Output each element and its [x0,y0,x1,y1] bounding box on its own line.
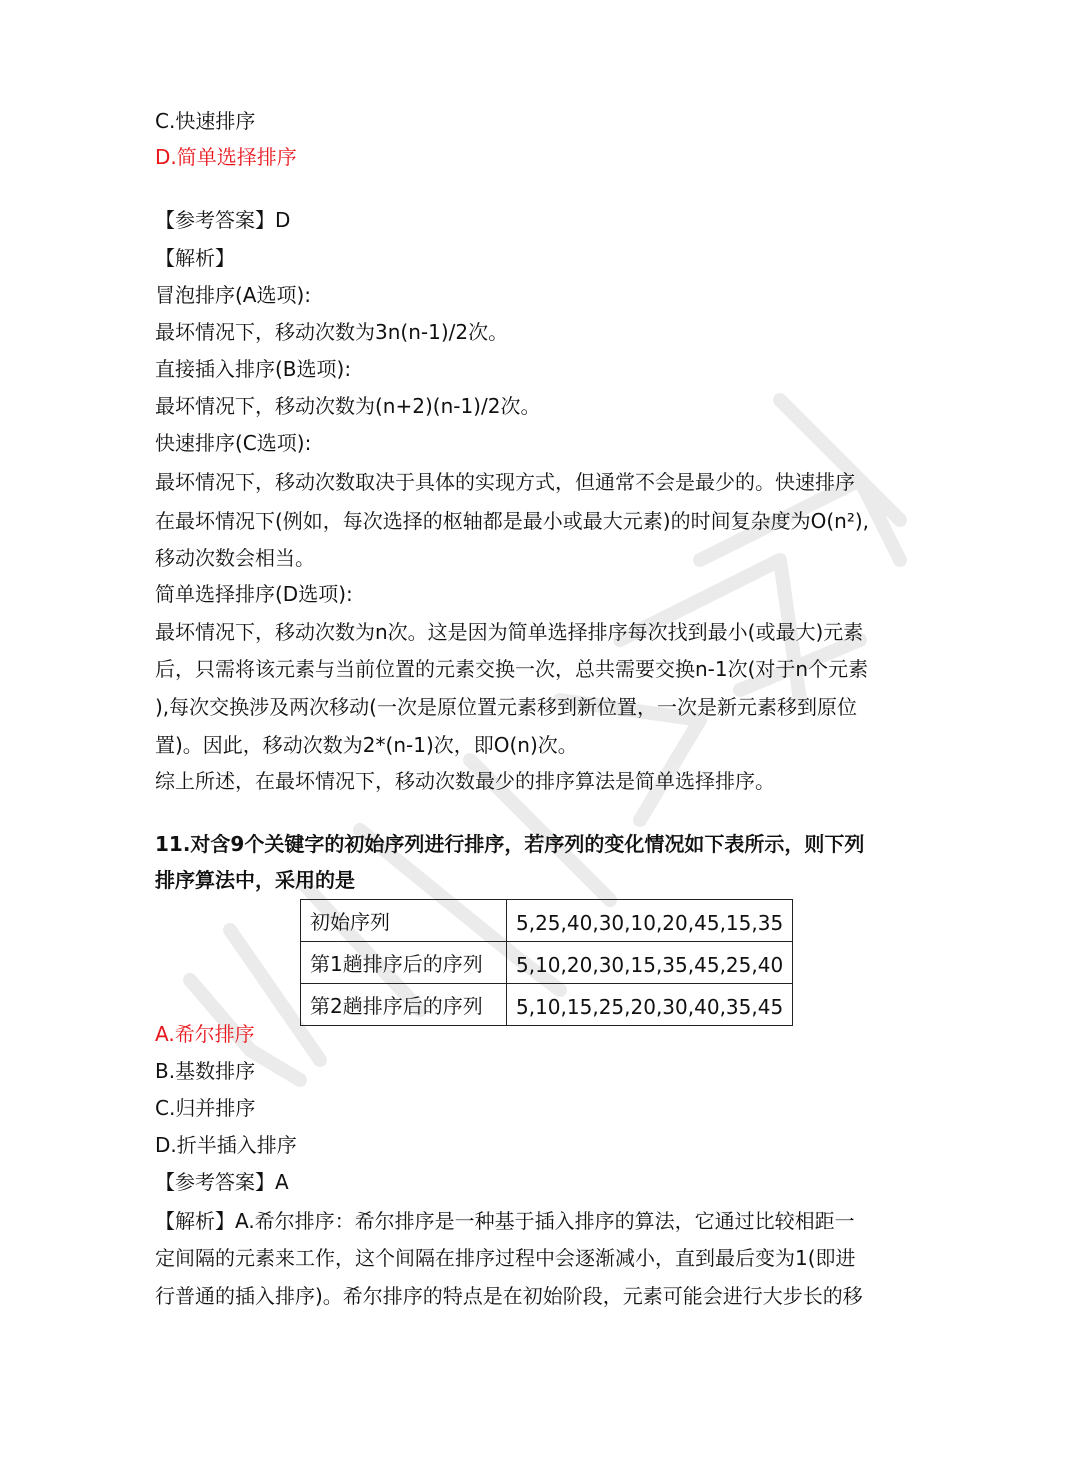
q10-analysis-line: 最坏情况下，移动次数为n次。这是因为简单选择排序每次找到最小(或最大)元素 [155,620,864,644]
q10-analysis-line: 在最坏情况下(例如，每次选择的枢轴都是最小或最大元素)的时间复杂度为O(n²), [155,509,870,533]
table-cell-label: 第1趟排序后的序列 [301,942,507,984]
q10-analysis-line: 快速排序(C选项): [155,431,312,455]
q10-analysis-line: 最坏情况下，移动次数为(n+2)(n-1)/2次。 [155,394,541,418]
q10-analysis-line: 最坏情况下，移动次数为3n(n-1)/2次。 [155,320,509,344]
table-row [301,984,793,1026]
q11-answer: 【参考答案】A [155,1170,289,1194]
sequence-table [300,899,793,1026]
table-cell-value: 5,10,20,30,15,35,45,25,40 [507,942,793,984]
q11-option-a-correct: A.希尔排序 [155,1022,255,1046]
q11-option-b: B.基数排序 [155,1059,256,1083]
option-d-selection-sort-correct: D.简单选择排序 [155,145,297,169]
q11-option-c: C.归并排序 [155,1096,256,1120]
q10-analysis-heading: 【解析】 [155,246,235,270]
q11-title-line2: 排序算法中，采用的是 [155,868,355,892]
q10-analysis-line: 综上所述，在最坏情况下，移动次数最少的排序算法是简单选择排序。 [155,769,775,793]
q11-option-d: D.折半插入排序 [155,1133,297,1157]
q11-analysis-line: 定间隔的元素来工作，这个间隔在排序过程中会逐渐减小，直到最后变为1(即进 [155,1246,856,1270]
q10-analysis-line: 最坏情况下，移动次数取决于具体的实现方式，但通常不会是最少的。快速排序 [155,470,855,494]
q11-analysis-line: 行普通的插入排序)。希尔排序的特点是在初始阶段，元素可能会进行大步长的移 [155,1284,863,1308]
q10-analysis-line: 简单选择排序(D选项): [155,582,353,606]
table-cell-label: 初始序列 [301,900,507,942]
q10-answer: 【参考答案】D [155,208,291,232]
q10-analysis-line: ),每次交换涉及两次移动(一次是原位置元素移到新位置，一次是新元素移到原位 [155,695,857,719]
q11-analysis-line: 【解析】A.希尔排序：希尔排序是一种基于插入排序的算法，它通过比较相距一 [155,1209,855,1233]
q10-analysis-line: 冒泡排序(A选项): [155,283,312,307]
table-row [301,942,793,984]
table-cell-label: 第2趟排序后的序列 [301,984,507,1026]
table-row [301,900,793,942]
option-c-quick-sort: C.快速排序 [155,109,256,133]
q10-analysis-line: 移动次数会相当。 [155,546,315,570]
table-cell-value: 5,25,40,30,10,20,45,15,35 [507,900,793,942]
q10-analysis-line: 后，只需将该元素与当前位置的元素交换一次，总共需要交换n-1次(对于n个元素 [155,657,869,681]
table-cell-value: 5,10,15,25,20,30,40,35,45 [507,984,793,1026]
q11-title-line1: 11.对含9个关键字的初始序列进行排序，若序列的变化情况如下表所示，则下列 [155,832,865,856]
q10-analysis-line: 置)。因此，移动次数为2*(n-1)次，即O(n)次。 [155,733,578,757]
q10-analysis-line: 直接插入排序(B选项): [155,357,352,381]
